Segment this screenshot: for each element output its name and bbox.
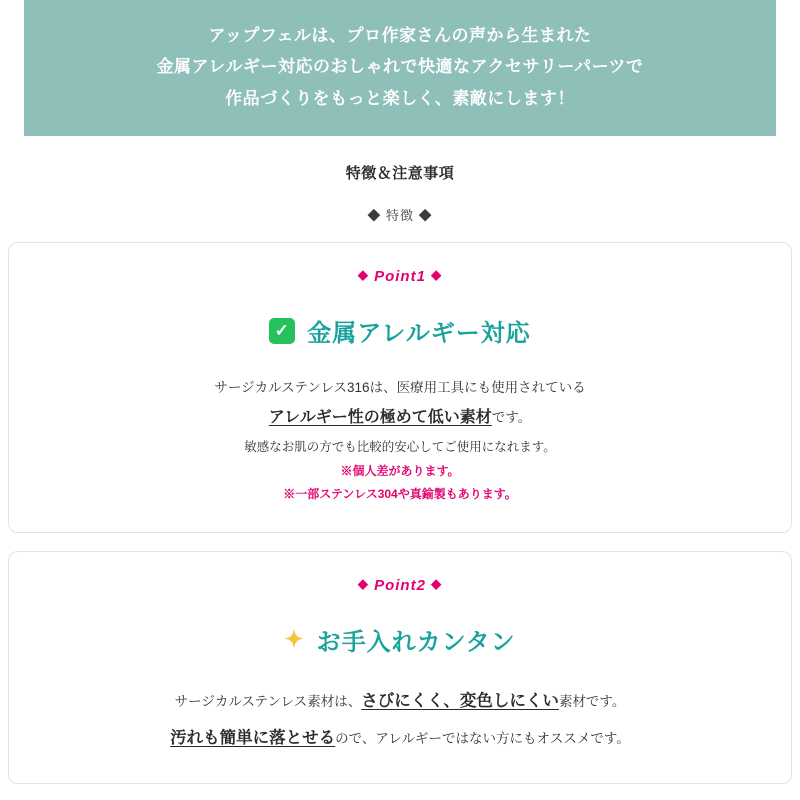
point2-line-1-emphasis: さびにくく、変色しにくい (361, 692, 559, 710)
point2-label (29, 576, 771, 594)
point2-line-2-emphasis: 汚れも簡単に落とせる (170, 729, 336, 748)
point1-line-3: 敏感なお肌の方でも比較的安心してご使用になれます。 (244, 439, 556, 454)
point1-body (29, 374, 771, 506)
hero-line-2: 金属アレルギー対応のおしゃれで快適なアクセサリーパーツで (156, 57, 644, 77)
check-box-icon: ✓ (269, 318, 295, 344)
point1-note-1: ※個人差があります。 (340, 464, 460, 479)
diamond-icon: ◆ (357, 576, 369, 591)
point2-card (8, 551, 792, 784)
diamond-icon: ◆ (431, 576, 443, 591)
point2-line-1-head: サージカルステンレス素材は、 (174, 694, 362, 709)
point1-headline-text: 金属アレルギー対応 (307, 320, 531, 348)
point2-headline (29, 622, 771, 657)
page-title: 特徴＆注意事項 (345, 165, 455, 183)
point1-headline (29, 313, 771, 348)
point2-body (29, 683, 771, 757)
point2-line-1-tail: 素材です。 (558, 694, 626, 709)
point2-line-2 (29, 720, 771, 757)
diamond-icon: ◆ (431, 267, 443, 283)
point1-card (8, 242, 792, 533)
hero-line-3: 作品づくりをもっと楽しく、素敵にします！ (225, 88, 575, 108)
point1-label (29, 267, 771, 285)
point2-headline-text: お手入れカンタン (316, 629, 516, 656)
point2-line-1 (29, 683, 771, 720)
point1-line-2-tail: です。 (491, 409, 532, 425)
section-subtitle: ◆ 特徴 ◆ (367, 208, 433, 224)
hero-banner (24, 0, 776, 136)
sparkles-icon: ✦ (284, 626, 305, 652)
point1-line-1: サージカルステンレス316は、医療用工具にも使用されている (214, 380, 586, 396)
point1-line-2 (29, 402, 771, 435)
point2-label-text: Point2 (374, 577, 426, 594)
point1-line-2-emphasis: アレルギー性の極めて低い素材 (268, 408, 492, 426)
diamond-icon: ◆ (357, 267, 369, 283)
hero-line-1: アップフェルは、プロ作家さんの声から生まれた (208, 26, 592, 45)
point1-label-text: Point1 (374, 268, 426, 286)
point1-note-2: ※一部ステンレス304や真鍮製もあります。 (283, 487, 517, 502)
point2-line-2-tail: ので、アレルギーではない方にもオススメです。 (335, 731, 630, 747)
